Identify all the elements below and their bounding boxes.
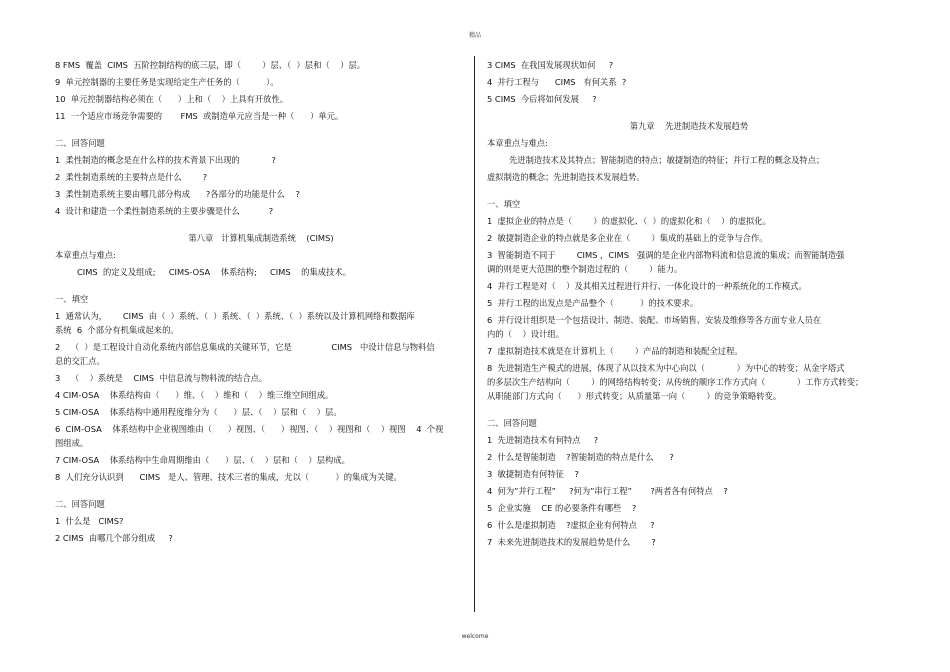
- text-line: 7 未来先进制造技术的发展趋势是什么 ?: [487, 537, 656, 547]
- text-line: 10 单元控制器结构必须在（ ）上和（ ）上具有开放性。: [55, 94, 289, 104]
- text-line: 3 （ ）系统是 CIMS 中信息流与物料流的结合点。: [55, 373, 268, 383]
- header-watermark: 精品: [468, 32, 481, 39]
- text-line: 息的交汇点。: [55, 356, 105, 366]
- text-line: 本章重点与难点:: [55, 250, 116, 260]
- text-line: 4 并行工程与 CIMS 有何关系 ?: [487, 77, 627, 87]
- text-line: 先进制造技术及其特点；智能制造的特点；敏捷制造的特征；并行工程的概念及特点；: [509, 155, 825, 165]
- text-line: 调的则是更大范围的整个制造过程的（ ）能力。: [487, 264, 683, 274]
- text-line: 系统 6 个部分有机集成起来的。: [55, 325, 179, 335]
- text-line: 本章重点与难点:: [487, 138, 548, 148]
- text-line: 1 通常认为， CIMS 由（ ）系统、（ ）系统、（ ）系统、（ ）系统以及计算机网络和数据库: [55, 311, 415, 321]
- section-heading: 一、填空: [487, 199, 521, 209]
- text-line: 8 人们充分认识到 CIMS 是人、管理、技术三者的集成，尤以（ ）的集成为关键。: [55, 472, 402, 482]
- text-line: 2 敏捷制造企业的特点就是多企业在（ ）集成的基础上的竞争与合作。: [487, 233, 768, 243]
- left-column: [55, 60, 467, 550]
- text-line: 图组成。: [55, 438, 89, 448]
- text-line: 1 柔性制造的概念是在什么样的技术背景下出现的 ?: [55, 155, 276, 165]
- text-line: 1 虚拟企业的特点是（ ）的虚拟化、（ ）的虚拟化和（ ）的虚拟化。: [487, 216, 771, 226]
- text-line: 11 一个适应市场竞争需要的 FMS 或制造单元应当是一种（ ）单元。: [55, 111, 344, 121]
- footer-watermark: welcome: [461, 633, 489, 640]
- text-line: 的多层次生产结构向（ ）的网络结构转变；从传统的顺序工作方式向（ ）工作方式转变；: [487, 377, 864, 387]
- text-line: 7 虚拟制造技术就是在计算机上（ ）产品的制造和装配全过程。: [487, 346, 743, 356]
- section-heading: 二、回答问题: [487, 418, 537, 428]
- text-line: 4 并行工程是对（ ）及其相关过程进行并行、一体化设计的一种系统化的工作模式。: [487, 281, 807, 291]
- text-line: 虚拟制造的概念；先进制造技术发展趋势。: [487, 172, 645, 182]
- text-line: 2 （ ）是工程设计自动化系统内部信息集成的关键环节，它是 CIMS 中设计信息与物料信: [55, 342, 435, 352]
- text-line: 6 CIM-OSA 体系结构中企业视图维由（ ）视图、（ ）视图、（ ）视图和（ ）视图 4 个视: [55, 424, 444, 434]
- text-line: 内的（ ）设计组。: [487, 329, 564, 339]
- text-line: 7 CIM-OSA 体系结构中生命周期维由（ ）层、（ ）层和（ ）层构成。: [55, 455, 350, 465]
- text-line: 8 FMS 覆盖 CIMS 五阶控制结构的底三层，即（ ）层、（ ）层和（ ）层。: [55, 60, 366, 70]
- text-line: 6 并行设计组织是一个包括设计、制造、装配、市场销售、安装及维修等各方面专业人员在: [487, 315, 822, 325]
- text-line: CIMS 的定义及组成; CIMS-OSA 体系结构; CIMS 的集成技术。: [77, 267, 351, 277]
- text-line: 8 先进制造生产模式的进展，体现了从以技术为中心向以（ ）为中心的转变；从金字塔式: [487, 363, 845, 373]
- text-line: 5 企业实施 CE 的必要条件有哪些 ?: [487, 503, 637, 513]
- text-line: 9 单元控制器的主要任务是实现给定生产任务的（ ）。: [55, 77, 279, 87]
- section-heading: 二、回答问题: [55, 138, 105, 148]
- text-line: 3 柔性制造系统主要由哪几部分构成 ?各部分的功能是什么 ?: [55, 189, 300, 199]
- chapter-title: 第九章 先进制造技术发展趋势: [629, 121, 749, 131]
- text-line: 4 设计和建造一个柔性制造系统的主要步骤是什么 ?: [55, 206, 274, 216]
- text-line: 3 CIMS 在我国发展现状如何 ?: [487, 60, 614, 70]
- text-line: 3 智能制造不同于 CIMS ，CIMS 强调的是企业内部物料流和信息流的集成；而智能制造强: [487, 250, 845, 260]
- right-column: [487, 60, 891, 554]
- text-line: 1 什么是 CIMS?: [55, 516, 124, 526]
- text-line: 2 什么是智能制造 ?智能制造的特点是什么 ?: [487, 452, 674, 462]
- text-line: 5 CIM-OSA 体系结构中通用程度维分为（ ）层、（ ）层和（ ）层。: [55, 407, 342, 417]
- text-line: 6 什么是虚拟制造 ?虚拟企业有何特点 ?: [487, 520, 655, 530]
- text-line: 3 敏捷制造有何特征 ?: [487, 469, 579, 479]
- text-line: 4 CIM-OSA 体系结构由（ ）维、（ ）维和（ ）维三维空间组成。: [55, 390, 334, 400]
- text-line: 5 并行工程的出发点是产品整个（ ）的技术要求。: [487, 298, 699, 308]
- section-heading: 一、填空: [55, 294, 89, 304]
- column-divider: [474, 56, 475, 612]
- text-line: 从职能部门方式向（ ）形式转变；从质量第一向（ ）的竞争策略转变。: [487, 391, 782, 401]
- section-heading: 二、回答问题: [55, 499, 105, 509]
- text-line: 5 CIMS 今后将如何发展 ?: [487, 94, 597, 104]
- text-line: 2 柔性制造系统的主要特点是什么 ?: [55, 172, 208, 182]
- text-line: 2 CIMS 由哪几个部分组成 ?: [55, 533, 173, 543]
- text-line: 1 先进制造技术有何特点 ?: [487, 435, 599, 445]
- text-line: 4 何为”并行工程” ?何为”串行工程” ?两者各有何特点 ?: [487, 486, 728, 496]
- chapter-title: 第八章 计算机集成制造系统 (CIMS): [188, 233, 334, 243]
